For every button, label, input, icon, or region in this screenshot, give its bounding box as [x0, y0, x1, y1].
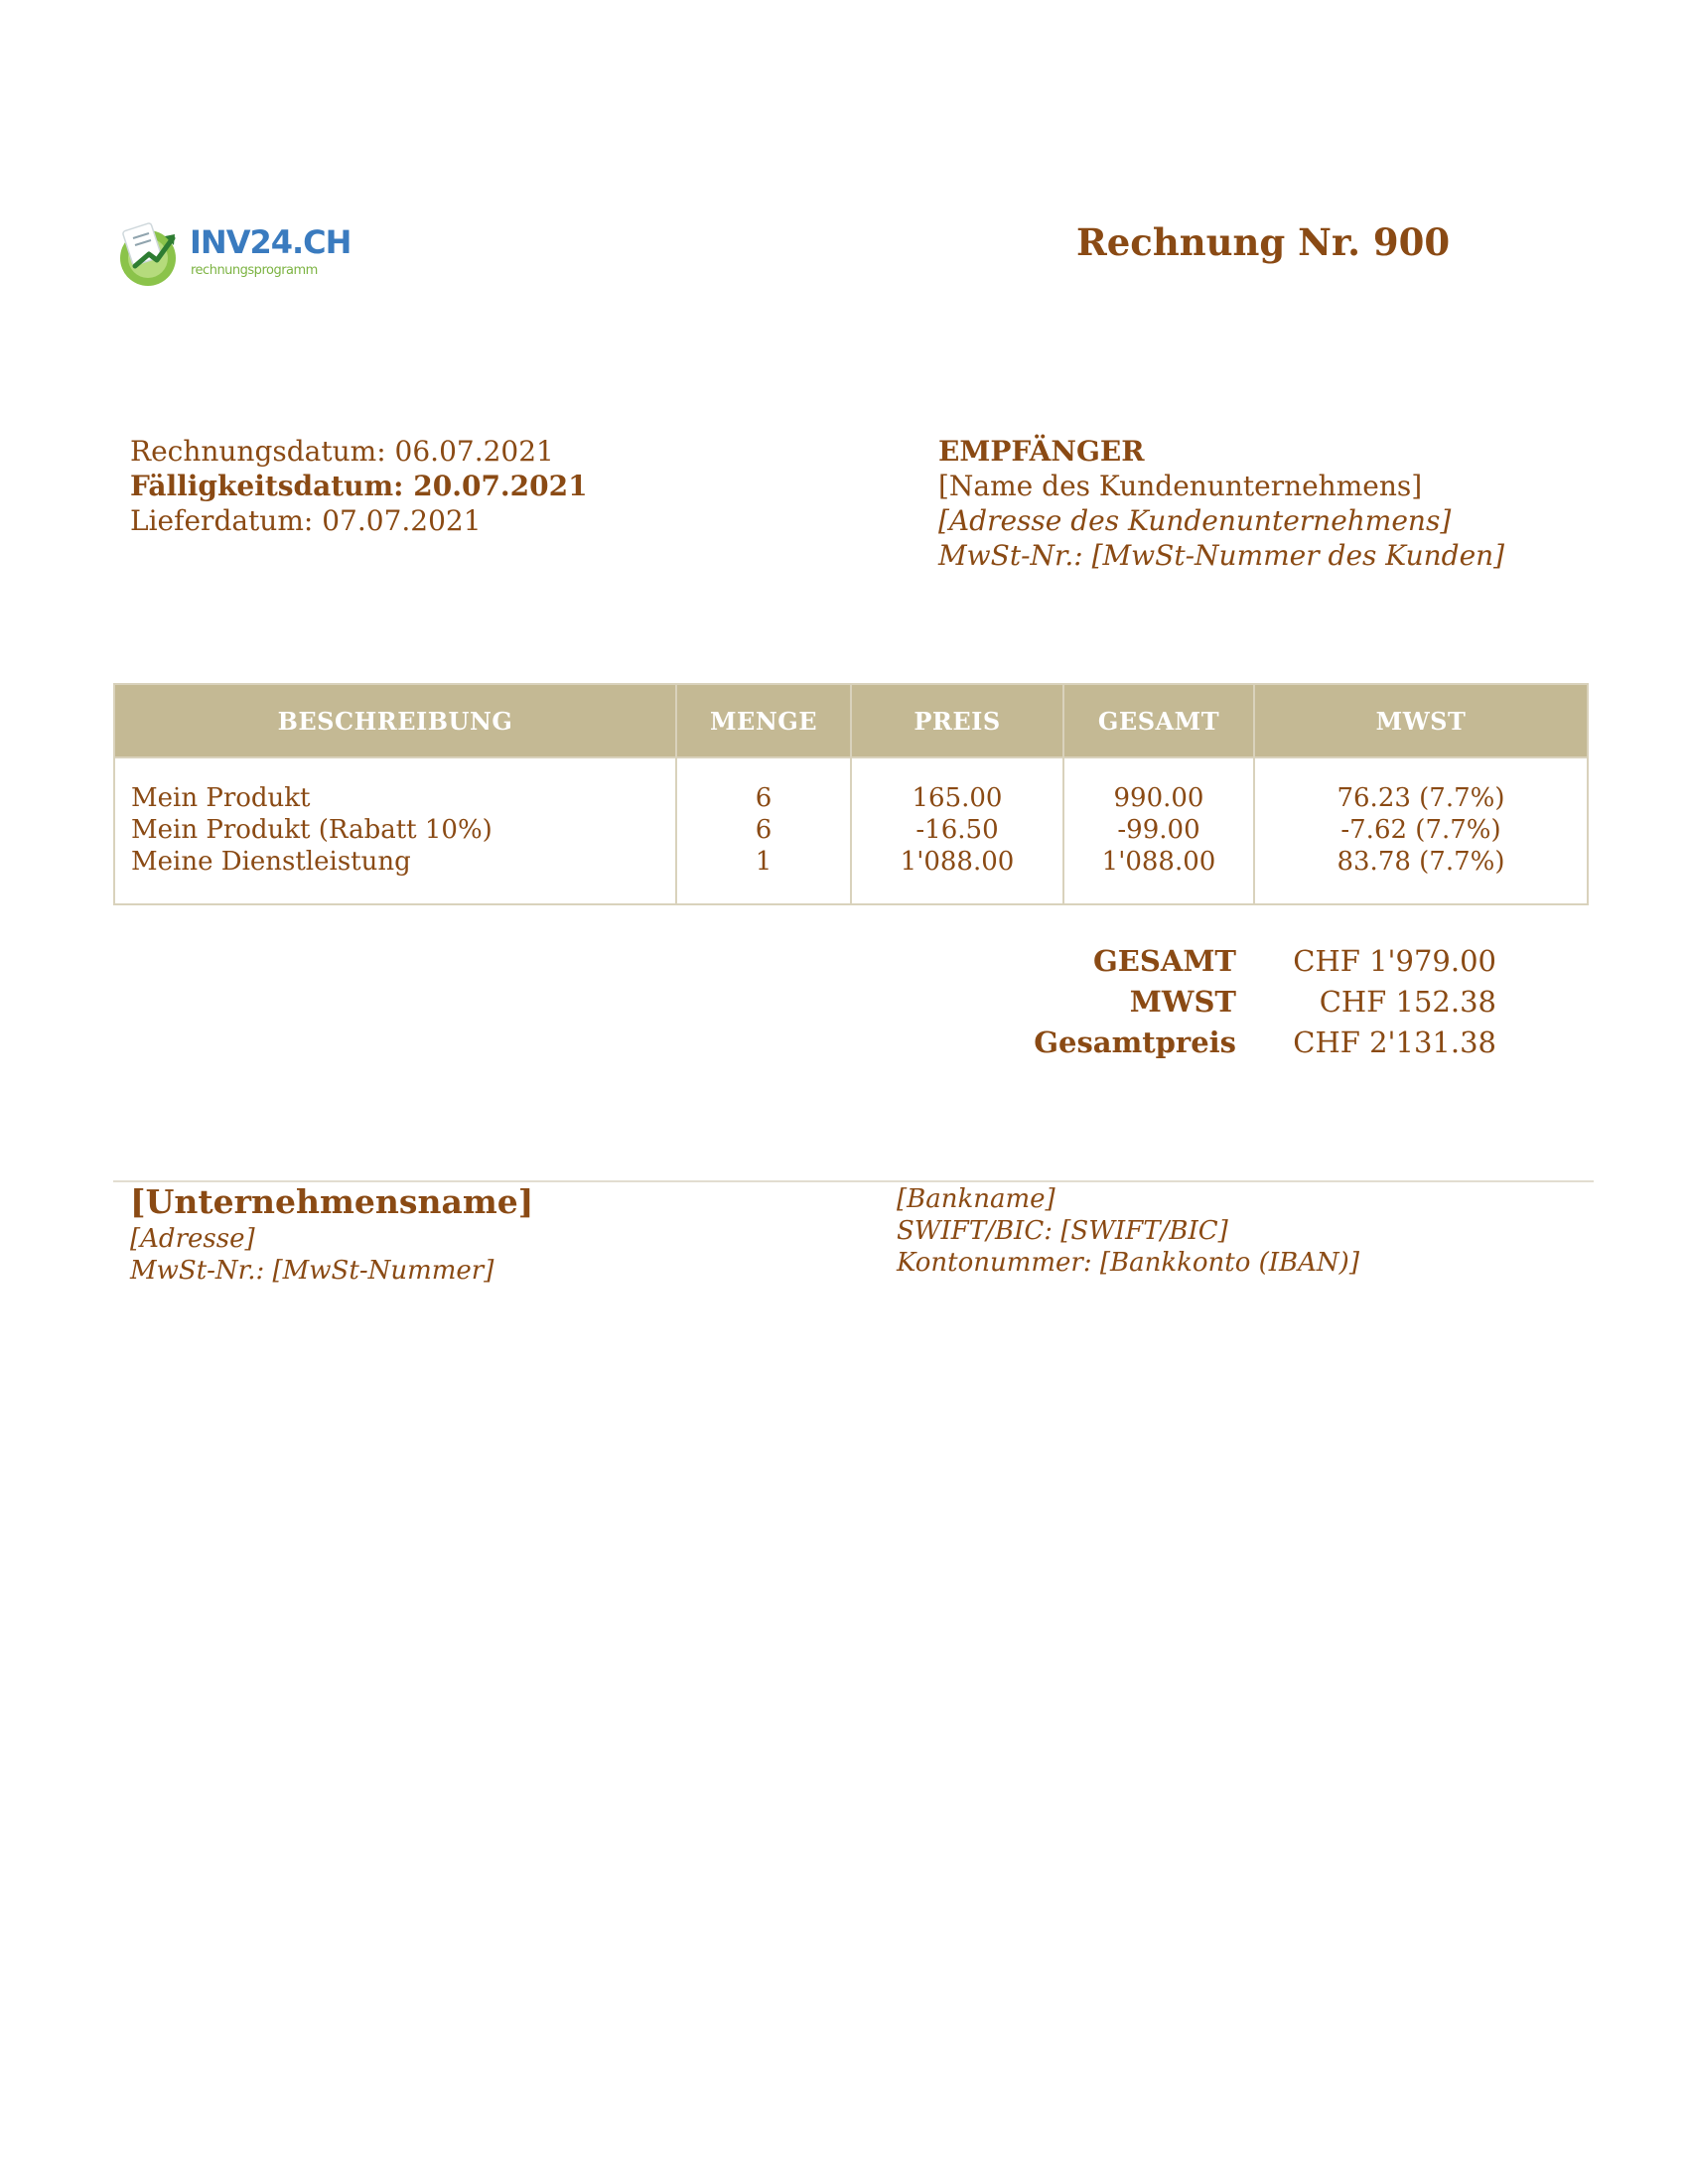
bank-name: [Bankname]	[897, 1184, 1055, 1214]
logo-icon	[115, 216, 187, 288]
recipient-block	[938, 434, 1504, 573]
totals-row-grand	[993, 1023, 1509, 1063]
invoice-date: Rechnungsdatum: 06.07.2021	[130, 435, 554, 468]
quantity-column	[676, 757, 851, 904]
bank-swift: SWIFT/BIC: [SWIFT/BIC]	[897, 1216, 1228, 1246]
price-column	[851, 757, 1063, 904]
bank-account: Kontonummer: [Bankkonto (IBAN)]	[897, 1248, 1359, 1278]
totals-block	[993, 941, 1509, 1063]
company-block	[130, 1181, 533, 1287]
totals-row-net	[993, 941, 1509, 982]
items-table	[113, 683, 1589, 905]
row-total: 1'088.00	[1101, 847, 1216, 877]
bank-block	[897, 1183, 1359, 1279]
row-quantity: 1	[755, 847, 773, 877]
logo	[115, 216, 352, 292]
recipient-address: [Adresse des Kundenunternehmens]	[938, 504, 1452, 537]
row-quantity: 6	[755, 815, 773, 845]
row-price: -16.50	[915, 815, 999, 845]
invoice-dates	[130, 434, 588, 538]
table-body-row	[114, 757, 1588, 904]
table-header-row	[114, 684, 1588, 757]
grand-total-value: CHF 2'131.38	[1293, 1025, 1496, 1059]
row-price: 165.00	[912, 783, 1003, 813]
logo-tagline: rechnungsprogramm	[191, 263, 318, 278]
row-description: Mein Produkt	[131, 783, 311, 813]
logo-brand: INV24.CH	[190, 223, 352, 261]
row-description: Mein Produkt (Rabatt 10%)	[131, 815, 492, 845]
row-vat: -7.62 (7.7%)	[1340, 815, 1501, 845]
row-total: 990.00	[1113, 783, 1204, 813]
grand-total-label: Gesamtpreis	[1034, 1025, 1236, 1059]
recipient-heading: EMPFÄNGER	[938, 435, 1145, 468]
vat-label: MWST	[1129, 985, 1236, 1019]
delivery-date: Lieferdatum: 07.07.2021	[130, 504, 482, 537]
totals-row-vat	[993, 982, 1509, 1023]
row-quantity: 6	[755, 783, 773, 813]
row-price: 1'088.00	[900, 847, 1015, 877]
company-name: [Unternehmensname]	[130, 1182, 534, 1221]
company-address: [Adresse]	[130, 1224, 255, 1254]
header-quantity: MENGE	[676, 684, 851, 757]
due-date: Fälligkeitsdatum: 20.07.2021	[130, 470, 588, 502]
recipient-vat: MwSt-Nr.: [MwSt-Nummer des Kunden]	[938, 539, 1505, 572]
header-description: BESCHREIBUNG	[114, 684, 676, 757]
company-vat: MwSt-Nr.: [MwSt-Nummer]	[130, 1256, 494, 1286]
row-total: -99.00	[1117, 815, 1200, 845]
description-column	[114, 757, 676, 904]
invoice-title: Rechnung Nr. 900	[1076, 220, 1451, 264]
vat-value: CHF 152.38	[1319, 985, 1496, 1019]
row-description: Meine Dienstleistung	[131, 847, 411, 877]
header-vat: MWST	[1254, 684, 1588, 757]
header-price: PREIS	[851, 684, 1063, 757]
recipient-name: [Name des Kundenunternehmens]	[938, 470, 1423, 502]
total-value: CHF 1'979.00	[1293, 944, 1496, 978]
row-vat: 83.78 (7.7%)	[1336, 847, 1505, 877]
row-vat: 76.23 (7.7%)	[1336, 783, 1505, 813]
total-label: GESAMT	[1093, 944, 1236, 978]
total-column	[1063, 757, 1254, 904]
vat-column	[1254, 757, 1588, 904]
header-total: GESAMT	[1063, 684, 1254, 757]
